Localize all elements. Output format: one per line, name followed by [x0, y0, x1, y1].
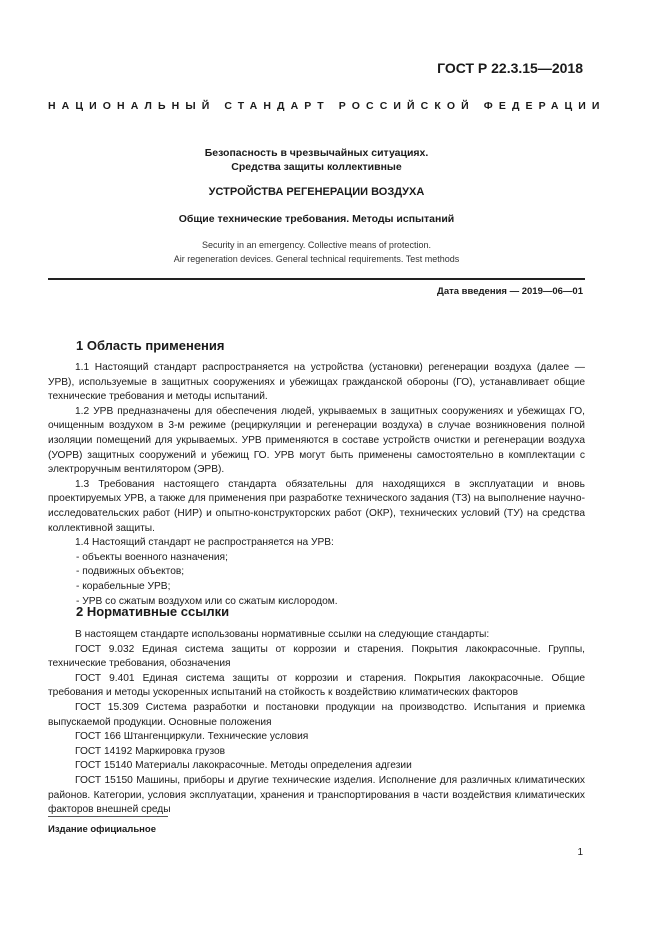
references-intro: В настоящем стандарте использованы нормативные ссылки на следующие стандарты:	[75, 629, 490, 640]
section-2-heading: 2 Нормативные ссылки	[76, 604, 230, 619]
english-title-line-1: Security in an emergency. Collective means of protection.	[202, 240, 431, 250]
reference-item: ГОСТ 15150 Машины, приборы и другие технические изделия. Исполнение для различных климатических районов. Категории, условия эксплуатации, хранения и транспортирования в части воздействия климатических факторов внешней среды	[48, 774, 585, 816]
standard-code: ГОСТ Р 22.3.15—2018	[437, 60, 583, 76]
paragraph-1-3: 1.3 Требования настоящего стандарта обязательны для находящихся в эксплуатации и вновь проектируемых УРВ, а также для применения при разработке технического задания (ТЗ) на выполнение научно-исследовательских работ (НИР) и опытно-конструкторских работ (ОКР), технических условий (ТУ) на средства коллективной защиты.	[48, 478, 585, 534]
reference-item: ГОСТ 9.401 Единая система защиты от коррозии и старения. Покрытия лакокрасочные. Общие требования и методы ускоренных испытаний на стойкость к воздействию климатических факторов	[48, 672, 585, 699]
introduction-date: Дата введения — 2019—06—01	[437, 286, 583, 297]
subtitle: Общие технические требования. Методы испытаний	[178, 213, 455, 225]
page-number: 1	[577, 847, 583, 858]
list-item: - объекты военного назначения;	[76, 551, 228, 563]
official-edition-label: Издание официальное	[48, 824, 156, 835]
list-item: - УРВ со сжатым воздухом или со сжатым кислородом.	[76, 595, 338, 607]
reference-item: ГОСТ 14192 Маркировка грузов	[75, 745, 226, 757]
main-title: УСТРОЙСТВА РЕГЕНЕРАЦИИ ВОЗДУХА	[208, 186, 425, 198]
paragraph-1-4: 1.4 Настоящий стандарт не распространяется на УРВ:	[75, 537, 334, 549]
list-item: - подвижных объектов;	[76, 566, 185, 578]
reference-item: ГОСТ 15140 Материалы лакокрасочные. Методы определения адгезии	[75, 760, 412, 772]
reference-item: ГОСТ 166 Штангенциркули. Технические условия	[75, 731, 309, 743]
paragraph-1-2: 1.2 УРВ предназначены для обеспечения людей, укрываемых в защитных сооружениях и убежищах ГО, очищенным воздухом в 3-м режиме (рециркуляции и регенерации воздуха) в случае возникновения полной изоляции помещений для укрываемых. УРВ применяются в составе устройств очистки и регенерации воздуха (УОРВ) защитных сооружений и убежищ ГО. УРВ могут быть применены самостоятельно в комплектации с электроручным вентилятором (ЭРВ).	[48, 405, 585, 476]
english-title-line-2: Air regeneration devices. General technical requirements. Test methods	[173, 254, 460, 264]
footer-divider	[48, 816, 168, 817]
paragraph-1-1: 1.1 Настоящий стандарт распространяется на устройства (установки) регенерации воздуха (далее — УРВ), используемые в защитных сооружениях и убежищах гражданской обороны (ГО), устанавливает общие технические требования и методы испытаний.	[48, 362, 585, 403]
title-block	[48, 146, 585, 174]
reference-item: ГОСТ 9.032 Единая система защиты от коррозии и старения. Покрытия лакокрасочные. Группы, технические требования, обозначения	[48, 643, 585, 670]
reference-item: ГОСТ 15.309 Система разработки и постановки продукции на производство. Испытания и приемка выпускаемой продукции. Основные положения	[48, 701, 585, 728]
section-1-body	[48, 361, 585, 609]
list-item: - корабельные УРВ;	[76, 580, 171, 592]
national-standard-title: НАЦИОНАЛЬНЫЙ СТАНДАРТ РОССИЙСКОЙ ФЕДЕРАЦИИ	[48, 100, 606, 112]
english-title	[48, 238, 585, 266]
title-divider	[48, 278, 585, 280]
section-2-body	[48, 628, 585, 818]
title-line-2: Средства защиты коллективные	[231, 161, 402, 173]
section-1-heading: 1 Область применения	[76, 338, 225, 353]
title-line-1: Безопасность в чрезвычайных ситуациях.	[204, 147, 429, 159]
